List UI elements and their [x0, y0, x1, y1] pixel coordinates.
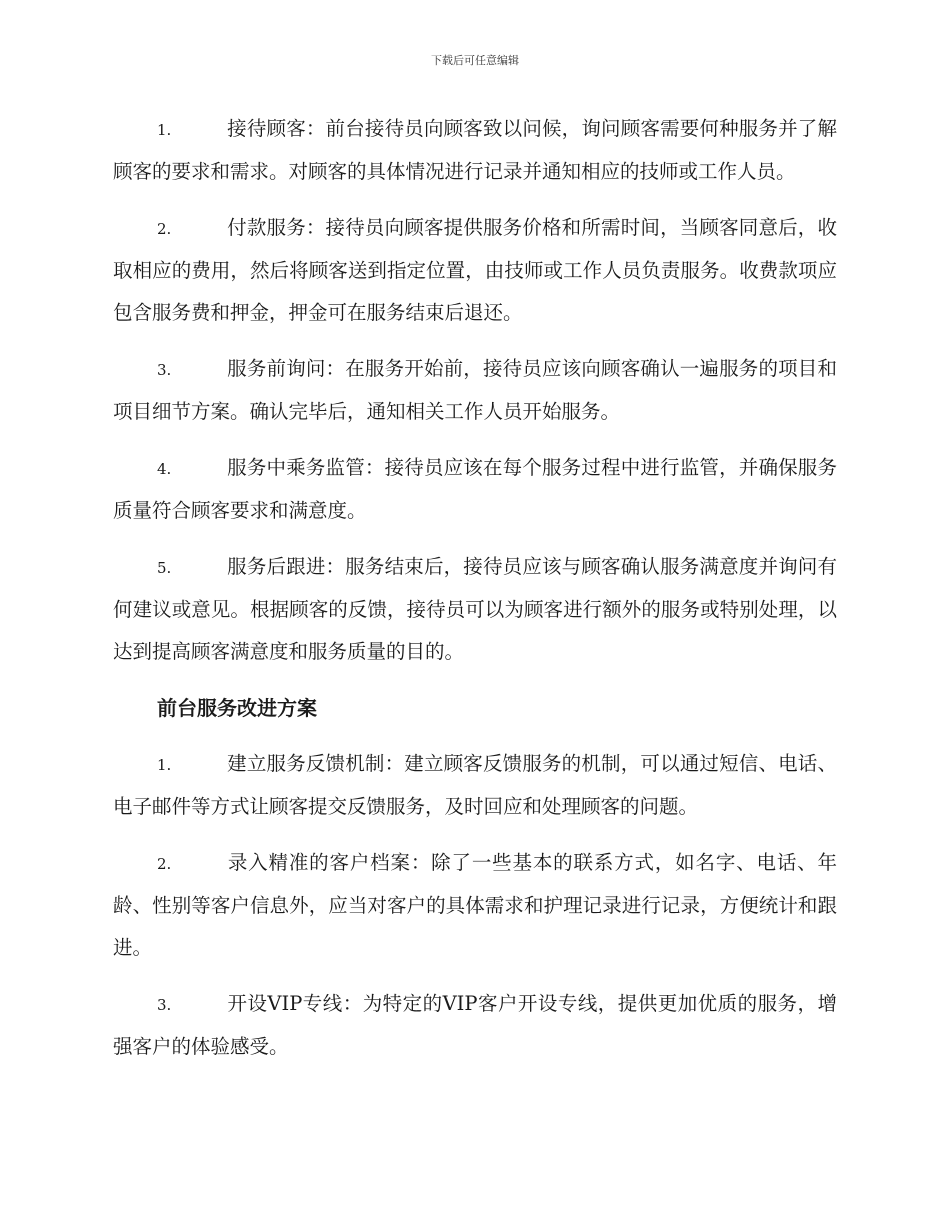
list-item-text: 录入精准的客户档案：除了一些基本的联系方式，如名字、电话、年龄、性别等客户信息外，应当对客户的具体需求和护理记录进行记录，方便统计和跟进。 [113, 851, 837, 959]
list-item [113, 348, 837, 433]
list-item-text: 开设VIP专线：为特定的VIP客户开设专线，提供更加优质的服务，增强客户的体验感受。 [113, 992, 837, 1058]
list-item [113, 108, 837, 193]
list-item-text: 付款服务：接待员向顾客提供服务价格和所需时间，当顾客同意后，收取相应的费用，然后将顾客送到指定位置，由技师或工作人员负责服务。收费款项应包含服务费和押金，押金可在服务结束后退还。 [113, 216, 837, 324]
list-item-number: 1. [157, 121, 172, 139]
list-item-number: 5. [157, 559, 172, 577]
list-item-number: 3. [157, 996, 172, 1014]
list-item-number: 1. [157, 756, 172, 774]
list-item [113, 983, 837, 1068]
list-item-text: 建立服务反馈机制：建立顾客反馈服务的机制，可以通过短信、电话、电子邮件等方式让顾客提交反馈服务，及时回应和处理顾客的问题。 [113, 752, 837, 818]
list-item-number: 4. [157, 460, 172, 478]
list-item-number: 2. [157, 855, 172, 873]
list-item [113, 207, 837, 334]
list-item-number: 3. [157, 361, 172, 379]
page-header: 下载后可任意编辑 [431, 54, 519, 67]
list-item [113, 842, 837, 969]
section-heading: 前台服务改进方案 [157, 696, 317, 720]
document-body [113, 108, 837, 1082]
list-item-text: 服务中乘务监管：接待员应该在每个服务过程中进行监管，并确保服务质量符合顾客要求和满意度。 [113, 456, 837, 522]
list-item [113, 743, 837, 828]
list-item-text: 服务前询问：在服务开始前，接待员应该向顾客确认一遍服务的项目和项目细节方案。确认完毕后，通知相关工作人员开始服务。 [113, 357, 837, 423]
list-item-text: 接待顾客：前台接待员向顾客致以问候，询问顾客需要何种服务并了解顾客的要求和需求。对顾客的具体情况进行记录并通知相应的技师或工作人员。 [113, 117, 837, 183]
list-item [113, 447, 837, 532]
list-item-text: 服务后跟进：服务结束后，接待员应该与顾客确认服务满意度并询问有何建议或意见。根据顾客的反馈，接待员可以为顾客进行额外的服务或特别处理，以达到提高顾客满意度和服务质量的目的。 [113, 555, 837, 663]
list-item-number: 2. [157, 220, 172, 238]
list-item [113, 546, 837, 673]
